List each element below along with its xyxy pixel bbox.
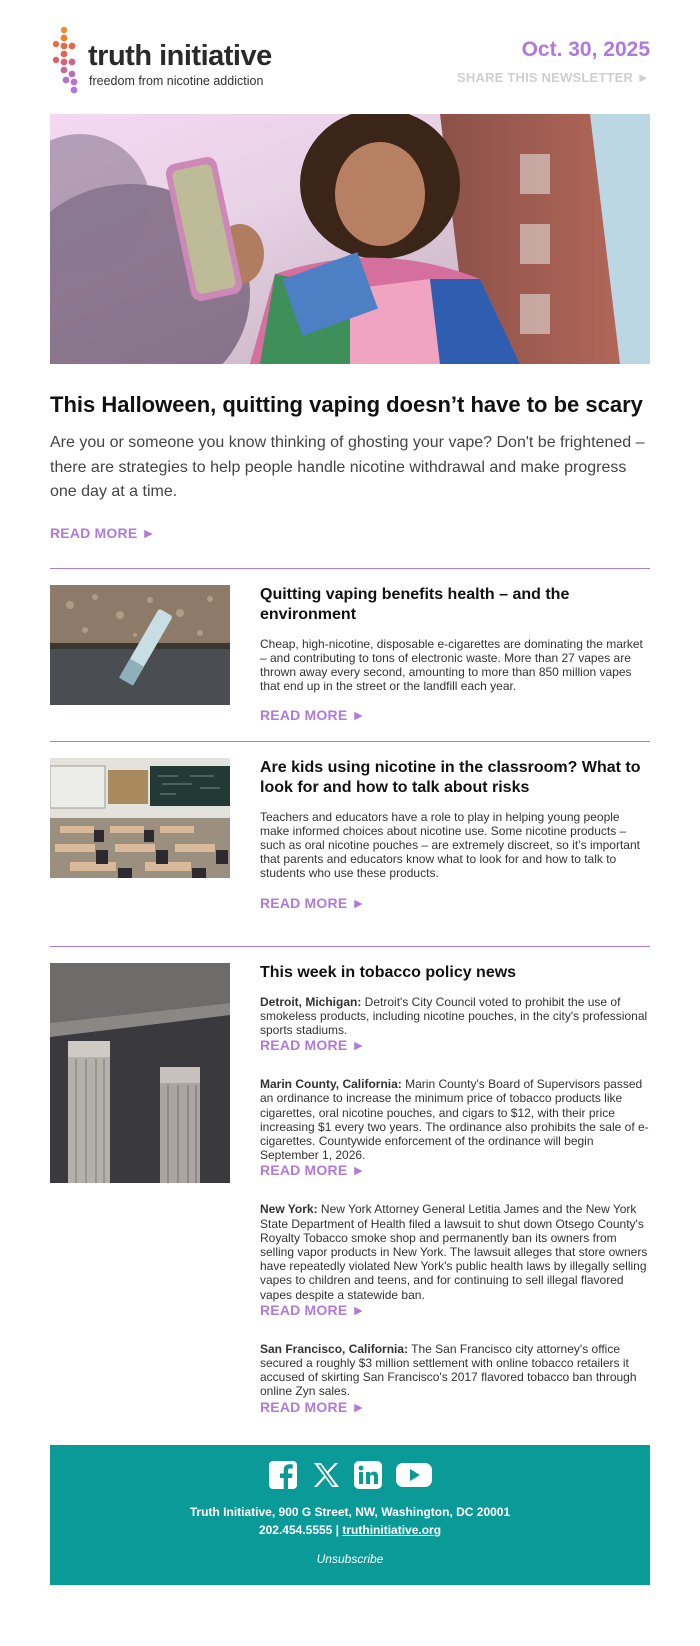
policy-item-text	[260, 995, 650, 1038]
article-headline[interactable]: Quitting vaping benefits health – and the environment	[260, 585, 570, 623]
policy-item-text	[260, 1342, 650, 1399]
logo-dots-icon	[52, 26, 86, 96]
policy-read-more-link[interactable]: READ MORE ►	[260, 1398, 366, 1415]
hero-read-more-link[interactable]: READ MORE ►	[50, 524, 156, 541]
article-headline[interactable]: Are kids using nicotine in the classroom? What to look for and how to talk about risks	[260, 758, 641, 796]
policy-item-body: New York Attorney General Letitia James and the New York State Department of Health filed a lawsuit to shut down Otsego County's Royalty Tobacco smoke shop and permanently ban its owners from selling vapor products in New York. The lawsuit alleges that store owners have repeatedly violated New York's public health laws by illegally selling vapes to children and teens, and for continuing to sell illegal flavored vapes despite a statewide ban.	[260, 1202, 648, 1302]
social-links	[50, 1460, 650, 1490]
footer-contact	[50, 1523, 650, 1537]
newsletter-date: Oct. 30, 2025	[521, 38, 650, 61]
policy-read-more-link[interactable]: READ MORE ►	[260, 1301, 366, 1318]
policy-news-section	[50, 963, 650, 1417]
policy-read-more-link[interactable]: READ MORE ►	[260, 1037, 366, 1054]
footer-address: Truth Initiative, 900 G Street, NW, Washington, DC 20001	[189, 1504, 511, 1519]
truth-initiative-logo[interactable]	[52, 26, 292, 96]
article-vaping-environment	[50, 585, 650, 725]
policy-item-new-york	[260, 1202, 650, 1319]
unsubscribe-link[interactable]: Unsubscribe	[316, 1551, 384, 1566]
hero-summary: Are you or someone you know thinking of ghosting your vape? Don't be frightened – there are strategies to help people handle nicotine withdrawal and make progress one day at a time.	[50, 434, 645, 500]
policy-item-text	[260, 1202, 650, 1301]
facebook-icon[interactable]	[268, 1460, 298, 1490]
footer-phone[interactable]: 202.454.5555	[258, 1522, 333, 1537]
article-thumbnail-classroom[interactable]	[50, 758, 230, 878]
article-summary: Teachers and educators have a role to play in helping young people make informed choices about nicotine use. Some nicotine products – such as oral nicotine pouches – are extremely discreet, so it’s important that parents and educators know what to look for and how to talk to students who use these products.	[260, 809, 640, 881]
article-kids-nicotine-classroom	[50, 758, 650, 930]
policy-news-title[interactable]: This week in tobacco policy news	[260, 963, 517, 981]
section-divider	[50, 741, 650, 742]
article-thumbnail-vape-on-ground[interactable]	[50, 585, 230, 705]
newsletter-footer	[50, 1445, 650, 1585]
section-divider	[50, 568, 650, 569]
article-read-more-link[interactable]: READ MORE ►	[260, 894, 366, 911]
section-divider	[50, 946, 650, 947]
policy-item-body: Marin County's Board of Supervisors passed an ordinance to increase the minimum price of tobacco products like cigarettes, oral nicotine pouches, and cigars to $12, with their price increasing $1 every two years. The ordinance also prohibits the sale of e-cigarettes. Countywide enforcement of the ordinance will begin September 1, 2026.	[260, 1077, 649, 1163]
linkedin-icon[interactable]	[353, 1460, 383, 1490]
youtube-icon[interactable]	[396, 1460, 432, 1490]
policy-item-body: Detroit's City Council voted to prohibit the use of smokeless products, including nicotine pouches, in the city's professional sports stadiums.	[260, 994, 648, 1037]
article-summary: Cheap, high-nicotine, disposable e-cigarettes are dominating the market – and contributing to tons of electronic waste. More than 27 vapes are thrown away every second, amounting to more than 850 million vapes that end up in the street or the landfill each year.	[260, 636, 643, 694]
article-read-more-link[interactable]: READ MORE ►	[260, 707, 366, 724]
hero-illustration	[50, 114, 650, 364]
columns-illustration	[50, 963, 230, 1183]
classroom-illustration	[50, 758, 230, 878]
hero-headline[interactable]: This Halloween, quitting vaping doesn’t have to be scary	[50, 392, 643, 417]
policy-item-detroit	[260, 995, 650, 1056]
x-icon[interactable]	[311, 1460, 341, 1490]
policy-item-marin	[260, 1077, 650, 1180]
policy-item-san-francisco	[260, 1342, 650, 1417]
logo-tagline: freedom from nicotine addiction	[89, 74, 264, 88]
vape-on-ground-illustration	[50, 585, 230, 705]
policy-read-more-link[interactable]: READ MORE ►	[260, 1162, 366, 1179]
logo-wordmark: truth initiative	[88, 40, 272, 72]
policy-item-place: New York:	[260, 1202, 318, 1217]
policy-item-place: San Francisco, California:	[260, 1341, 409, 1356]
policy-thumbnail-columns[interactable]	[50, 963, 230, 1183]
policy-item-text	[260, 1077, 650, 1162]
hero-image[interactable]	[50, 114, 650, 364]
policy-item-body: The San Francisco city attorney's office secured a roughly $3 million settlement with online tobacco retailers it accused of skirting San Francisco's 2017 flavored tobacco ban through online Zyn sales.	[260, 1341, 637, 1399]
policy-item-place: Detroit, Michigan:	[260, 994, 362, 1009]
share-newsletter-link[interactable]: SHARE THIS NEWSLETTER ►	[457, 70, 650, 85]
footer-website-link[interactable]: truthinitiative.org	[342, 1522, 442, 1537]
policy-item-place: Marin County, California:	[260, 1077, 402, 1092]
footer-separator: |	[332, 1522, 343, 1537]
newsletter-header	[0, 0, 700, 114]
